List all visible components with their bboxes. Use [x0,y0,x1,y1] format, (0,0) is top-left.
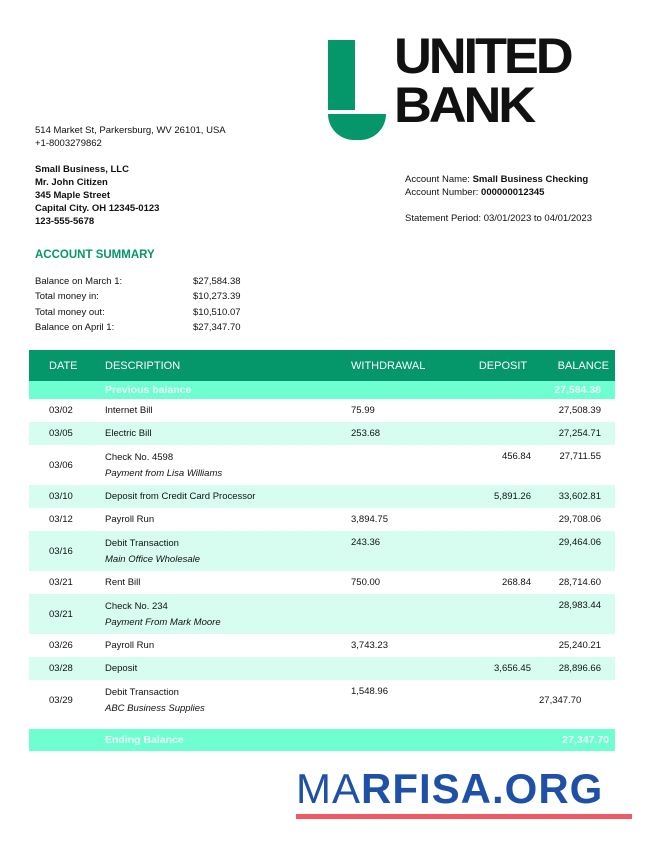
table-row: 03/12 Payroll Run 3,894.75 29,708.06 [29,508,615,531]
customer-name: Mr. John Citizen [35,177,108,188]
customer-city: Capital City. OH 12345-0123 [35,203,160,214]
table-row: 03/21 Check No. 234 Payment From Mark Moore 28,983.44 [29,594,615,634]
header-date: DATE [49,359,78,372]
header-withdrawal: WITHDRAWAL [351,359,426,372]
transactions-table [29,350,615,751]
previous-balance-row: Previous balance 27,584.38 [29,381,615,399]
table-row: 03/05 Electric Bill 253.68 27,254.71 [29,422,615,445]
account-name: Account Name: Small Business Checking [405,174,589,185]
table-header [29,350,615,381]
account-summary [35,274,241,335]
bank-address: 514 Market St, Parkersburg, WV 26101, USA [35,125,226,136]
table-row: 03/06 Check No. 4598 Payment from Lisa Williams 456.84 27,711.55 [29,445,615,485]
account-number: Account Number: 000000012345 [405,187,545,198]
united-bank-logo [328,28,618,140]
table-row: 03/21 Rent Bill 750.00 268.84 28,714.60 [29,571,615,594]
bank-contact [35,124,226,150]
watermark-underline [296,814,632,819]
statement-period: Statement Period: 03/01/2023 to 04/01/2023 [405,213,592,224]
customer-company: Small Business, LLC [35,164,129,175]
header-description: DESCRIPTION [105,359,181,372]
summary-row: Total money out: $10,510.07 [35,306,241,318]
table-row: 03/28 Deposit 3,656.45 28,896.66 [29,657,615,680]
united-bank-emblem-icon [328,40,386,138]
summary-row: Total money in: $10,273.39 [35,291,241,303]
table-row: 03/02 Internet Bill 75.99 27,508.39 [29,399,615,422]
marfisa-watermark [296,766,632,819]
ending-balance-row: Ending Balance 27,347.70 [29,729,615,751]
header-balance: BALANCE [557,359,609,372]
customer-street: 345 Maple Street [35,190,110,201]
table-row: 03/16 Debit Transaction Main Office Wholesale 243.36 29,464.06 [29,531,615,571]
watermark-text: MARFISA.ORG [296,765,604,812]
logo-wordmark: UNITED BANK [394,28,571,133]
account-summary-title: ACCOUNT SUMMARY [35,249,155,261]
table-row: 03/26 Payroll Run 3,743.23 25,240.21 [29,634,615,657]
header-deposit: DEPOSIT [478,359,528,372]
account-info [405,173,592,225]
summary-row: Balance on April 1: $27,347.70 [35,321,241,333]
bank-phone: +1-8003279862 [35,138,102,149]
customer-block [35,163,159,228]
table-row: 03/29 Debit Transaction ABC Business Supplies 1,548.96 27,347.70 [29,680,615,720]
table-row: 03/10 Deposit from Credit Card Processor 5,891.26 33,602.81 [29,485,615,508]
customer-phone: 123-555-5678 [35,216,95,227]
summary-row: Balance on March 1: $27,584.38 [35,276,241,287]
